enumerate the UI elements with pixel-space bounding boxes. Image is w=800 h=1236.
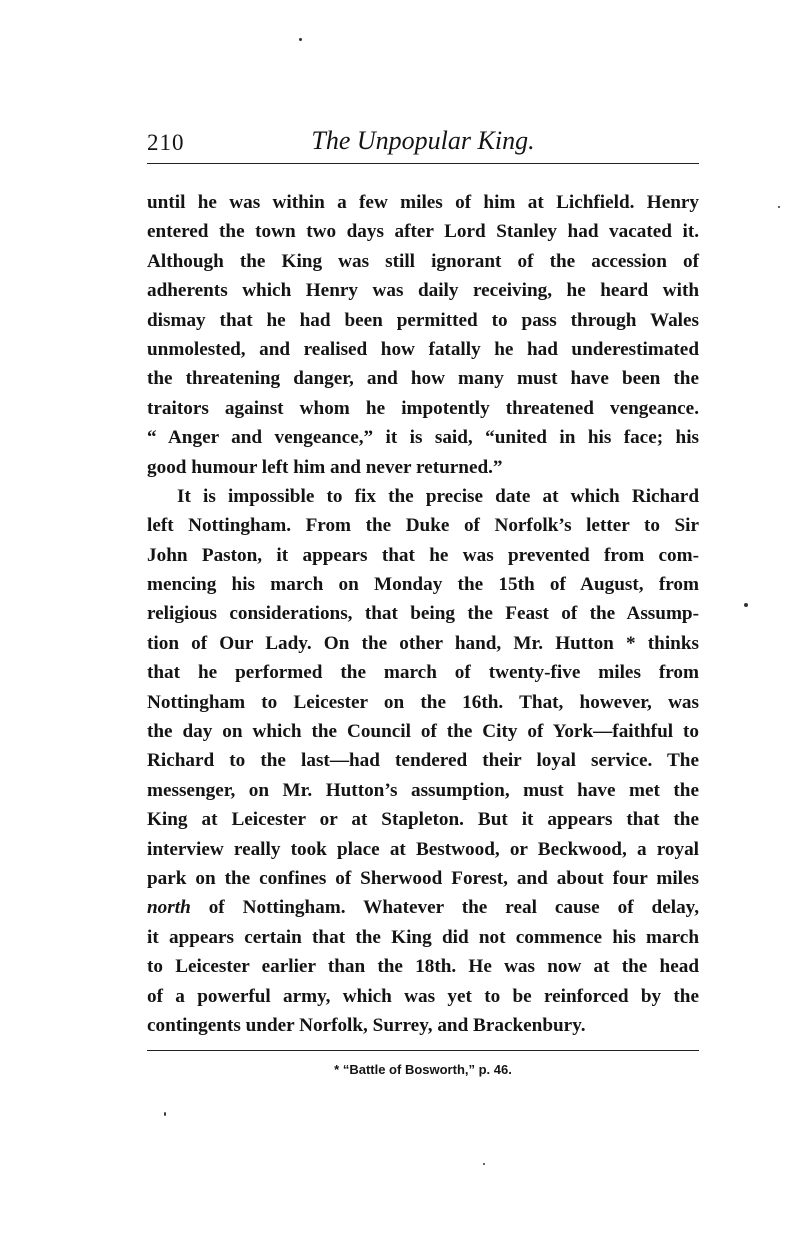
text-line: “ Anger and vengeance,” it is said, “united in his face; his [147,427,699,449]
text-line: that he performed the march of twenty-five miles from [147,662,699,684]
text-line: unmolested, and realised how fatally he had underestimated [147,338,699,360]
header-rule [147,163,699,164]
text-line: mencing his march on Monday the 15th of August, from [147,574,699,596]
scan-speck [299,38,302,41]
footnote: * “Battle of Bosworth,” p. 46. [334,1062,512,1077]
text-line: entered the town two days after Lord Stanley had vacated it. [147,221,699,243]
scan-speck [164,1112,166,1116]
text-line: left Nottingham. From the Duke of Norfolk’s letter to Sir [147,515,699,537]
footnote-rule [147,1050,699,1051]
text-line: contingents under Norfolk, Surrey, and Brackenbury. [147,1014,586,1036]
text-line: park on the confines of Sherwood Forest, and about four miles [147,867,699,889]
text-line: adherents which Henry was daily receiving, he heard with [147,280,699,302]
text-line: until he was within a few miles of him at Lichfield. Henry [147,192,699,213]
line-remainder: of Nottingham. Whatever the real cause of delay, [208,897,699,919]
text-line: of a powerful army, which was yet to be reinforced by the [147,985,699,1007]
text-line-with-italic [147,893,699,922]
text-line: it appears certain that the King did not commence his march [147,926,699,948]
text-line: interview really took place at Bestwood, or Beckwood, a royal [147,838,699,860]
text-line: It is impossible to fix the precise date at which Richard [177,485,699,507]
text-line: Although the King was still ignorant of the accession of [147,250,699,272]
text-line: Nottingham to Leicester on the 16th. That, however, was [147,691,699,713]
text-line: the threatening danger, and how many must have been the [147,368,699,390]
scan-speck [483,1163,485,1165]
text-line: Richard to the last—had tendered their loyal service. The [147,750,699,772]
text-line: John Paston, it appears that he was prevented from com- [147,544,699,566]
text-line: tion of Our Lady. On the other hand, Mr. Hutton * thinks [147,632,699,654]
page-number: 210 [147,130,185,155]
text-line: King at Leicester or at Stapleton. But it appears that the [147,809,699,831]
text-line: religious considerations, that being the Feast of the Assump- [147,603,699,625]
text-line: messenger, on Mr. Hutton’s assumption, must have met the [147,779,699,801]
text-line: good humour left him and never returned.” [147,456,503,478]
scan-speck [744,603,748,607]
scan-speck [778,206,780,208]
body-text [147,188,699,1040]
text-line: the day on which the Council of the City of York—faithful to [147,721,699,743]
text-line: traitors against whom he impotently threatened vengeance. [147,397,699,419]
running-head [147,126,699,162]
text-line: to Leicester earlier than the 18th. He was now at the head [147,956,699,978]
text-line: dismay that he had been permitted to pass through Wales [147,309,699,331]
italic-word: north [147,897,191,919]
running-title: The Unpopular King. [311,126,535,155]
